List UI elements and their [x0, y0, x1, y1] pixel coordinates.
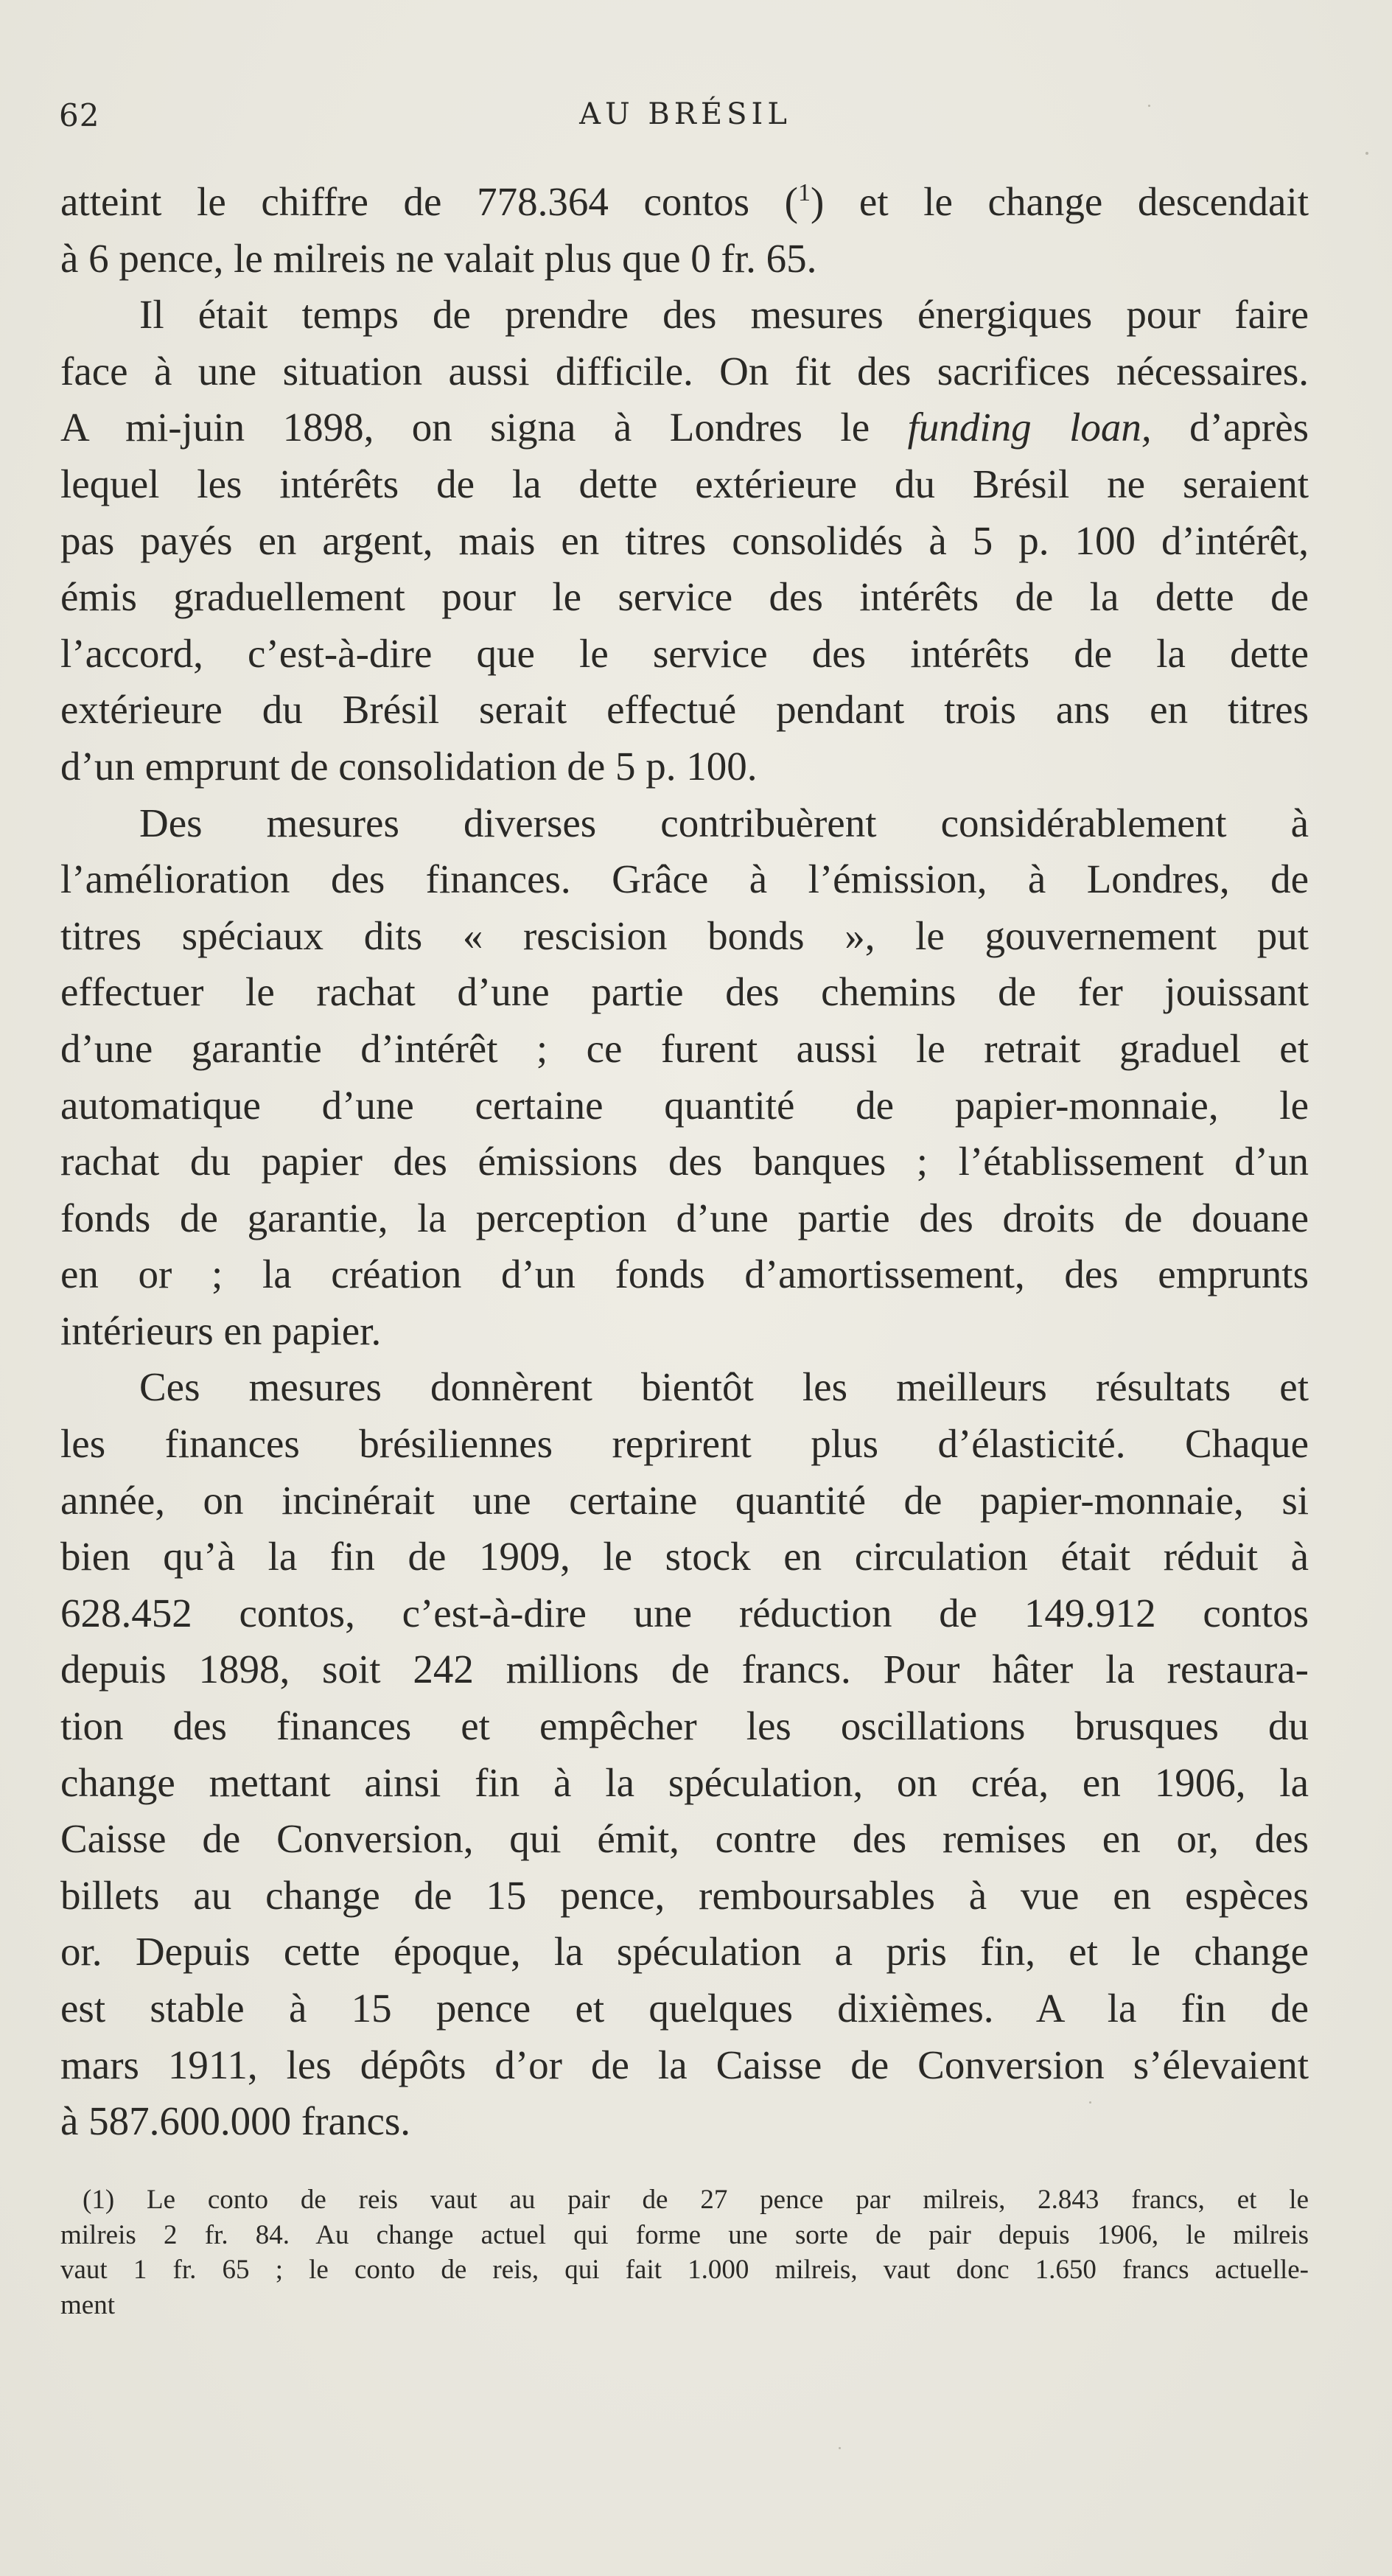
- line-text: A mi-juin 1898, on signa à Londres le: [60, 405, 908, 450]
- italic-term: funding loan,: [907, 405, 1152, 450]
- footnote-line: ment: [60, 2289, 115, 2320]
- text-line: à 587.600.000 francs.: [60, 2098, 411, 2144]
- line-text-continued: d’après: [1151, 405, 1309, 450]
- text-line: rachat du papier des émissions des banques ; l’établissement d’un: [60, 1139, 1309, 1184]
- text-line: à 6 pence, le milreis ne valait plus que 0 fr. 65.: [60, 235, 817, 281]
- text-line: or. Depuis cette époque, la spéculation a pris fin, et le change: [60, 1929, 1309, 1975]
- text-line: lequel les intérêts de la dette extérieure du Brésil ne seraient: [60, 461, 1309, 506]
- text-line: bien qu’à la fin de 1909, le stock en circulation était réduit à: [60, 1534, 1309, 1580]
- text-line: extérieure du Brésil serait effectué pendant trois ans en titres: [60, 687, 1309, 733]
- footnote-reference[interactable]: 1: [797, 179, 811, 206]
- footnote-line: vaut 1 fr. 65 ; le conto de reis, qui fait 1.000 milreis, vaut donc 1.650 francs actuelle-: [60, 2255, 1309, 2285]
- paper-speck: [1365, 152, 1368, 155]
- text-line: [60, 174, 1309, 231]
- paper-speck: [1089, 2101, 1091, 2104]
- paragraph-first-line: Des mesures diverses contribuèrent considérablement à: [139, 800, 1309, 845]
- paragraph-first-line: Il était temps de prendre des mesures énergiques pour faire: [139, 292, 1309, 338]
- text-line: les finances brésiliennes reprirent plus d’élasticité. Chaque: [60, 1421, 1309, 1467]
- text-line: émis graduellement pour le service des intérêts de la dette de: [60, 574, 1309, 620]
- text-line: pas payés en argent, mais en titres consolidés à 5 p. 100 d’intérêt,: [60, 517, 1309, 563]
- text-line: depuis 1898, soit 242 millions de francs. Pour hâter la restaura-: [60, 1647, 1309, 1692]
- running-head: [59, 97, 1312, 142]
- page-number: 62: [59, 97, 100, 133]
- text-line: est stable à 15 pence et quelques dixièmes. A la fin de: [60, 1986, 1309, 2031]
- text-line: d’un emprunt de consolidation de 5 p. 100.: [60, 743, 758, 789]
- text-line: effectuer le rachat d’une partie des chemins de fer jouissant: [60, 969, 1309, 1015]
- paper-speck: [1148, 105, 1150, 107]
- text-line: Caisse de Conversion, qui émit, contre des remises en or, des: [60, 1816, 1309, 1862]
- text-line: titres spéciaux dits « rescision bonds », le gouvernement put: [60, 912, 1309, 958]
- text-line: l’amélioration des finances. Grâce à l’émission, à Londres, de: [60, 856, 1309, 902]
- text-line: fonds de garantie, la perception d’une partie des droits de douane: [60, 1195, 1309, 1240]
- text-line: mars 1911, les dépôts d’or de la Caisse de Conversion s’élevaient: [60, 2042, 1309, 2087]
- text-line: automatique d’une certaine quantité de papier-monnaie, le: [60, 1082, 1309, 1128]
- text-line: d’une garantie d’intérêt ; ce furent aussi le retrait graduel et: [60, 1025, 1309, 1071]
- text-line: [60, 399, 1309, 456]
- text-line: en or ; la création d’un fonds d’amortissement, des emprunts: [60, 1252, 1309, 1297]
- text-line: change mettant ainsi fin à la spéculation, on créa, en 1906, la: [60, 1759, 1309, 1805]
- line-text: atteint le chiffre de 778.364 contos (: [60, 179, 798, 224]
- body-text: [60, 174, 1309, 2150]
- text-line: année, on incinérait une certaine quantité de papier-monnaie, si: [60, 1477, 1309, 1523]
- text-line: 628.452 contos, c’est-à-dire une réduction de 149.912 contos: [60, 1590, 1309, 1636]
- line-text-continued: ) et le change descendait: [810, 179, 1309, 224]
- text-line: billets au change de 15 pence, remboursables à vue en espèces: [60, 1872, 1309, 1918]
- text-line: tion des finances et empêcher les oscillations brusques du: [60, 1703, 1309, 1749]
- text-line: intérieurs en papier.: [60, 1308, 382, 1353]
- text-line: l’accord, c’est-à-dire que le service des intérêts de la dette: [60, 630, 1309, 676]
- footnote: [60, 2182, 1309, 2322]
- paper-speck: [839, 2447, 841, 2449]
- running-title: AU BRÉSIL: [579, 97, 791, 131]
- paragraph-first-line: Ces mesures donnèrent bientôt les meilleurs résultats et: [139, 1364, 1309, 1410]
- text-line: face à une situation aussi difficile. On fit des sacrifices nécessaires.: [60, 348, 1309, 394]
- footnote-line: milreis 2 fr. 84. Au change actuel qui forme une sorte de pair depuis 1906, le milreis: [60, 2219, 1309, 2250]
- footnote-line: (1) Le conto de reis vaut au pair de 27 pence par milreis, 2.843 francs, et le: [83, 2185, 1309, 2215]
